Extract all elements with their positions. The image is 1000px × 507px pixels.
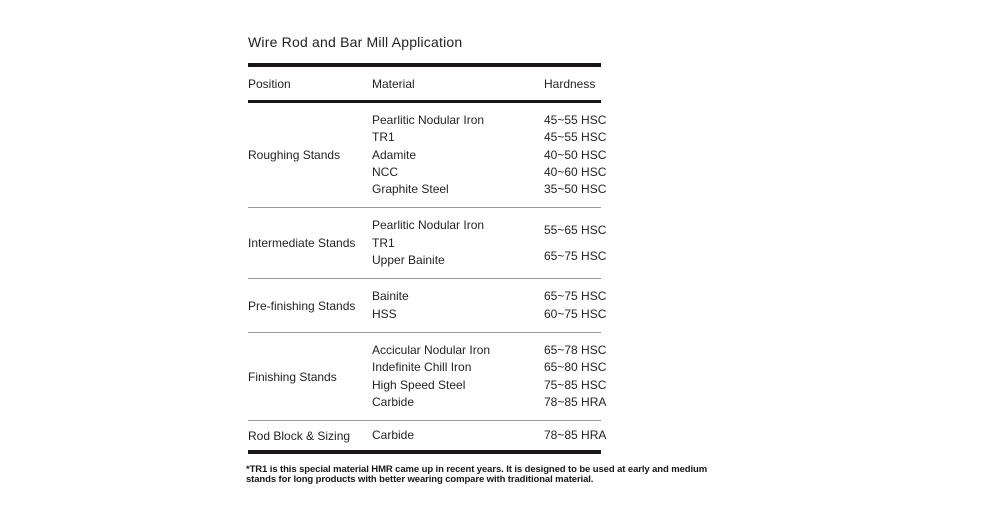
position-cell: Intermediate Stands <box>248 236 356 251</box>
hardness-cell: 45~55 HSC <box>544 130 607 145</box>
material-cell: Carbide <box>372 428 415 443</box>
material-cell: Carbide <box>372 394 415 409</box>
position-cell: Finishing Stands <box>248 369 337 384</box>
material-cell: Pearlitic Nodular Iron <box>372 113 485 127</box>
material-cell: Adamite <box>372 147 417 162</box>
material-cell: Pearlitic Nodular Iron <box>372 218 485 233</box>
material-cell: Upper Bainite <box>372 253 445 268</box>
position-cell: Roughing Stands <box>248 148 341 163</box>
column-header-position: Position <box>248 76 291 91</box>
material-cell: Indefinite Chill Iron <box>372 360 472 375</box>
hardness-cell: 75~85 HSC <box>544 377 607 392</box>
material-cell: TR1 <box>372 130 395 145</box>
hardness-cell: 45~55 HSC <box>544 113 607 127</box>
table-group <box>248 208 607 278</box>
position-cell: Rod Block & Sizing <box>248 428 351 443</box>
table-group <box>248 333 607 420</box>
table-group <box>248 103 607 207</box>
hardness-cell-list <box>544 342 607 411</box>
material-cell: Graphite Steel <box>372 182 449 197</box>
hardness-cell: 55~65 HSC <box>544 222 607 237</box>
material-cell: Accicular Nodular Iron <box>372 342 491 357</box>
material-cell-list <box>372 112 544 198</box>
material-cell-list <box>372 342 544 411</box>
hardness-cell-list <box>544 427 607 444</box>
hardness-cell-list <box>544 217 607 269</box>
table-header-row <box>248 67 601 100</box>
material-cell: HSS <box>372 306 397 321</box>
hardness-cell-list <box>544 112 607 198</box>
footnote <box>246 465 707 485</box>
footnote-line-1: *TR1 is this special material HMR came up in recent years. It is designed to be used at early and medium <box>246 464 708 475</box>
hardness-cell: 65~78 HSC <box>544 342 607 357</box>
hardness-cell: 40~50 HSC <box>544 147 607 162</box>
column-header-hardness: Hardness <box>544 76 596 91</box>
hardness-cell-list <box>544 288 607 323</box>
hardness-cell: 65~80 HSC <box>544 360 607 375</box>
table-title: Wire Rod and Bar Mill Application <box>248 34 463 50</box>
hardness-cell: 78~85 HRA <box>544 394 607 409</box>
footnote-line-2: stands for long products with better wearing compare with traditional material. <box>246 474 594 485</box>
hardness-cell: 65~75 HSC <box>544 289 607 304</box>
table-group <box>248 279 607 332</box>
hardness-cell: 40~60 HSC <box>544 164 607 179</box>
column-header-material: Material <box>372 76 415 91</box>
material-cell-list <box>372 288 544 323</box>
bottom-rule <box>248 450 601 454</box>
position-cell: Pre-finishing Stands <box>248 298 356 313</box>
material-cell-list <box>372 217 544 269</box>
table-group <box>248 421 607 450</box>
hardness-cell: 78~85 HRA <box>544 428 607 443</box>
material-cell: NCC <box>372 164 398 179</box>
hardness-cell: 35~50 HSC <box>544 182 607 197</box>
hardness-cell: 60~75 HSC <box>544 306 607 321</box>
material-cell: High Speed Steel <box>372 377 466 392</box>
material-cell: TR1 <box>372 235 395 250</box>
material-cell-list <box>372 427 544 444</box>
table-groups <box>248 103 607 450</box>
hardness-cell: 65~75 HSC <box>544 248 607 263</box>
table-section <box>248 34 607 454</box>
material-cell: Bainite <box>372 289 409 304</box>
